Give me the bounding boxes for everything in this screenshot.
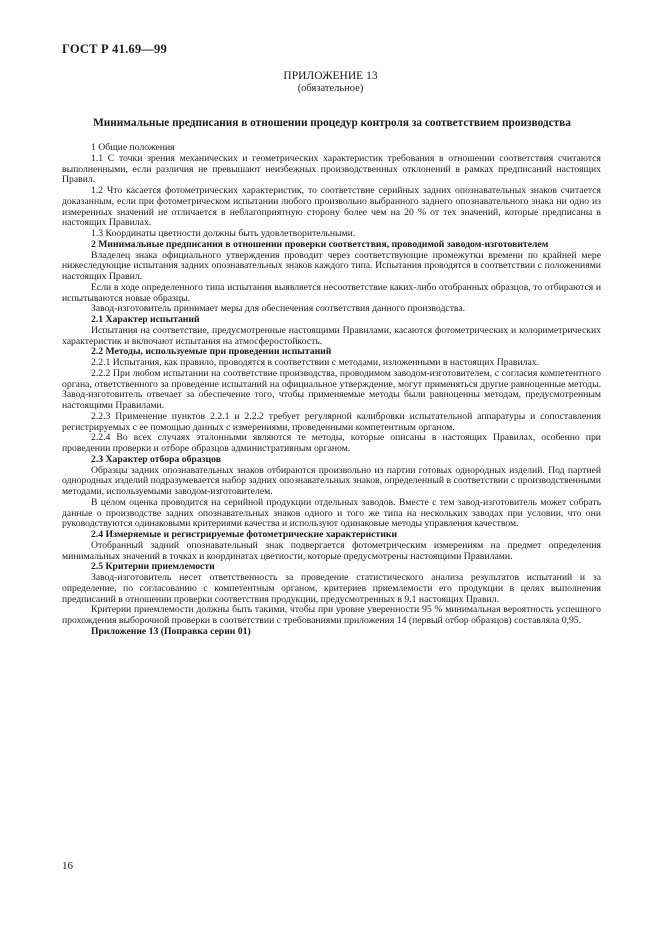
section-heading: 2.3 Характер отбора образцов — [91, 453, 221, 465]
paragraph: 1 Общие положения — [91, 142, 175, 153]
paragraph: Если в ходе определенного типа испытания выявляется несоответствие каких-либо отобранных образцов, то отбираются и испытываются новые образцы. — [62, 281, 601, 304]
paragraph: 2.2.3 Применение пунктов 2.2.1 и 2.2.2 требует регулярной калибровки испытательной аппаратуры и сопоставления регистрируемых с ее помощью данных с измерениями, проведенными компетентным органом. — [62, 410, 601, 433]
section-heading: Приложение 13 (Поправка серии 01) — [91, 625, 251, 637]
paragraph: 2.2.4 Во всех случаях эталонными являются те методы, которые описаны в настоящих Правилах, особенно при проведении проверки и отборе образцов административным органом. — [62, 432, 601, 454]
section-heading: 2.5 Критерии приемлемости — [91, 561, 215, 573]
document-title: Минимальные предписания в отношении процедур контроля за соответствием производства — [93, 117, 571, 129]
section-heading: 2.1 Характер испытаний — [91, 314, 200, 325]
paragraph: Завод-изготовитель принимает меры для обеспечения соответствия данного производства. — [91, 303, 466, 315]
paragraph: Отобранный задний опознавательный знак подвергается фотометрическим измерениям на предмет определения минимальных значений в точках и координатах цветности, которые предусмотрены настоящими Правилами. — [62, 539, 601, 562]
document-body — [62, 143, 601, 638]
paragraph: Испытания на соответствие, предусмотренные настоящими Правилами, касаются фотометрических и колориметрических характеристик и включают испытания на атмосферостойкость. — [62, 324, 601, 347]
paragraph: 2.2.2 При любом испытании на соответствие производства, проводимом заводом-изготовителем, с согласия компетентного органа, ответственного за проведение испытаний на официальное утверждение, могут применяться другие равноценные методы. Завод-изготовитель отвечает за обеспечение того, чтобы применяемые методы были равноценны методам, предусмотренным настоящими Правилами. — [62, 367, 601, 411]
appendix-subtitle: (обязательное) — [297, 83, 364, 94]
document-code: ГОСТ Р 41.69—99 — [62, 42, 167, 56]
paragraph: 1.2 Что касается фотометрических характеристик, то соответствие серийных задних опознавательных знаков считается доказанным, если при фотометрическом испытании любого произвольно выбранного заднего опознавательного знака ни одно из измеренных значений не отличается в неблагоприятную сторону более чем на 20 % от тех значений, которые предписаны в настоящих Правилах. — [62, 185, 601, 229]
paragraph: Критерии приемлемости должны быть такими, чтобы при уровне уверенности 95 % минимальная вероятность успешного прохождения выборочной проверки в соответствии с требованиями приложения 14 (первый отбор образцов) составляла 0,95. — [62, 604, 601, 626]
page-number: 16 — [62, 860, 73, 872]
paragraph: 2.2.1 Испытания, как правило, проводятся в соответствии с методами, изложенными в настоящих Правилах. — [91, 357, 540, 368]
paragraph: Владелец знака официального утверждения проводит через соответствующие промежутки времени по крайней мере нижеследующие испытания задних опознавательных знаков каждого типа. Испытания проводятся в соответствии с положениями настоящих Правил. — [62, 249, 601, 282]
appendix-title: ПРИЛОЖЕНИЕ 13 — [283, 70, 378, 82]
paragraph: Завод-изготовитель несет ответственность за проведение статистического анализа результатов испытаний и за определение, по согласованию с компетентным органом, критериев приемлемости его продукции в целях выполнения предписаний в отношении проверки соответствия продукции, предусмотренных в 9.1 настоящих Правил. — [62, 572, 601, 605]
paragraph: 1.1 С точки зрения механических и геометрических характеристик требования в отношении соответствия считаются выполненными, если различия не превышают неизбежных производственных отклонений в рамках предписаний настоящих Правил. — [62, 152, 601, 186]
section-heading: 2.2 Методы, используемые при проведении испытаний — [91, 346, 332, 358]
paragraph: 1.3 Координаты цветности должны быть удовлетворительными. — [91, 228, 356, 239]
section-heading: 2.4 Измеряемые и регистрируемые фотометрические характеристики — [91, 529, 398, 540]
paragraph: Образцы задних опознавательных знаков отбираются произвольно из партии готовых однородных изделий. Под партией однородных изделий подразумевается набор задних опознавательных знаков, определенный в соответствии с производственными методами, используемыми заводом-изготовителем. — [62, 464, 601, 497]
section-heading: 2 Минимальные предписания в отношении проверки соответствия, проводимой заводом-изготовителем — [91, 238, 549, 250]
paragraph: В целом оценка проводится на серийной продукции отдельных заводов. Вместе с тем завод-изготовитель может собрать данные о производстве задних опознавательных знаков одного и того же типа на нескольких заводах при условии, что они руководствуются одинаковыми критериями качества и используют одинаковые методы управления качеством. — [62, 496, 601, 530]
